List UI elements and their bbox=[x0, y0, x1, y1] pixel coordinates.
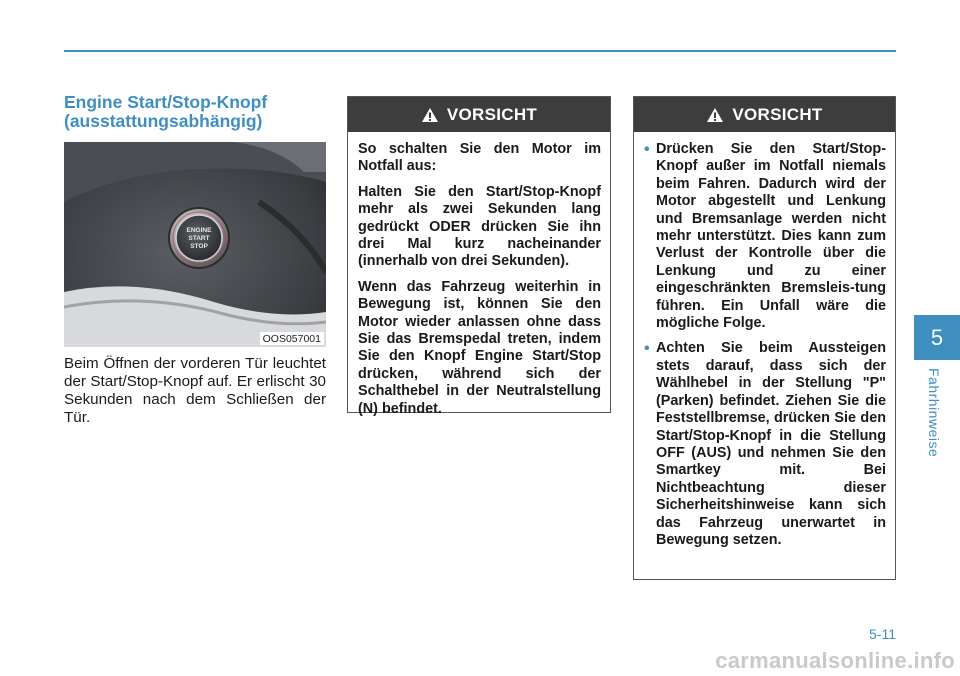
caution-left-paragraph: Halten Sie den Start/Stop-Knopf mehr als zwei Sekunden lang gedrückt ODER drücken Sie ihn drei Mal kurz nacheinander (innerhalb von drei Sekunden). bbox=[358, 183, 601, 270]
list-item-text: Achten Sie beim Aussteigen stets darauf, dass sich der Wählhebel in der Stellung "P" (Parken) befindet. Ziehen Sie die Feststellbremse, drücken Sie den Start/Stop-Knopf in die Stellung OFF (AUS) und nehmen Sie den Smartkey mit. Bei Nichtbeachtung dieser Sicherheitshinweise kann sich das Fahrzeug unerwartet in Bewegung setzen. bbox=[656, 340, 886, 548]
caution-left-paragraph: So schalten Sie den Motor im Notfall aus: bbox=[358, 141, 601, 175]
warning-triangle-icon bbox=[421, 107, 439, 123]
caution-box-right bbox=[633, 96, 896, 580]
photo-button-line1: ENGINE bbox=[186, 227, 212, 234]
bullet-icon: • bbox=[644, 340, 650, 358]
caution-header-left-label: VORSICHT bbox=[446, 104, 538, 124]
caution-box-left bbox=[347, 96, 611, 417]
bullet-icon: • bbox=[644, 141, 650, 158]
section-title-line1: Engine Start/Stop-Knopf bbox=[64, 92, 268, 112]
caution-header-left bbox=[348, 97, 610, 132]
photo-illustration bbox=[64, 142, 326, 347]
body-text: Beim Öffnen der vorderen Tür leuchtet der Start/Stop-Knopf auf. Er erlischt 30 Sekunden nach dem Schließen der Tür. bbox=[64, 355, 326, 426]
caution-header-right-label: VORSICHT bbox=[732, 104, 823, 124]
photo-button-line2: START bbox=[188, 235, 210, 242]
chapter-label: Fahrhinweise bbox=[926, 368, 942, 458]
section-title-line2: (ausstattungsabhängig) bbox=[64, 111, 263, 131]
watermark: carmanualsonline.info bbox=[715, 648, 955, 673]
list-item-text: Drücken Sie den Start/Stop-Knopf außer im Notfall niemals beim Fahren. Dadurch wird der Motor abgestellt und Lenkung und Bremsanlage werden nicht mehr unterstützt. Dies kann zum Verlust der Kontrolle über die Lenkung und zu einer eingeschränkten Bremsleis-tung führen. Ein Unfall wäre die mögliche Folge. bbox=[656, 141, 886, 332]
image-code: OOS057001 bbox=[260, 332, 324, 345]
list-item bbox=[644, 340, 886, 549]
caution-right-list bbox=[644, 141, 886, 549]
caution-left-paragraph: Wenn das Fahrzeug weiterhin in Bewegung ist, können Sie den Motor wieder anlassen ohne dass Sie das Bremspedal treten, indem Sie den Knopf Engine Start/Stop drücken, während sich der Schalthebel in der Neutralstellung (N) befindet. bbox=[358, 278, 601, 417]
chapter-tab: 5 bbox=[914, 315, 960, 360]
page-number: 5-11 bbox=[869, 626, 896, 642]
caution-header-right bbox=[634, 97, 895, 132]
list-item bbox=[644, 141, 886, 332]
warning-triangle-icon bbox=[706, 107, 724, 123]
caution-body-right bbox=[634, 132, 895, 549]
top-rule bbox=[64, 50, 896, 52]
start-stop-button-photo bbox=[64, 142, 326, 347]
photo-button-line3: STOP bbox=[190, 243, 208, 250]
section-title bbox=[64, 93, 334, 131]
caution-body-left bbox=[348, 132, 610, 418]
